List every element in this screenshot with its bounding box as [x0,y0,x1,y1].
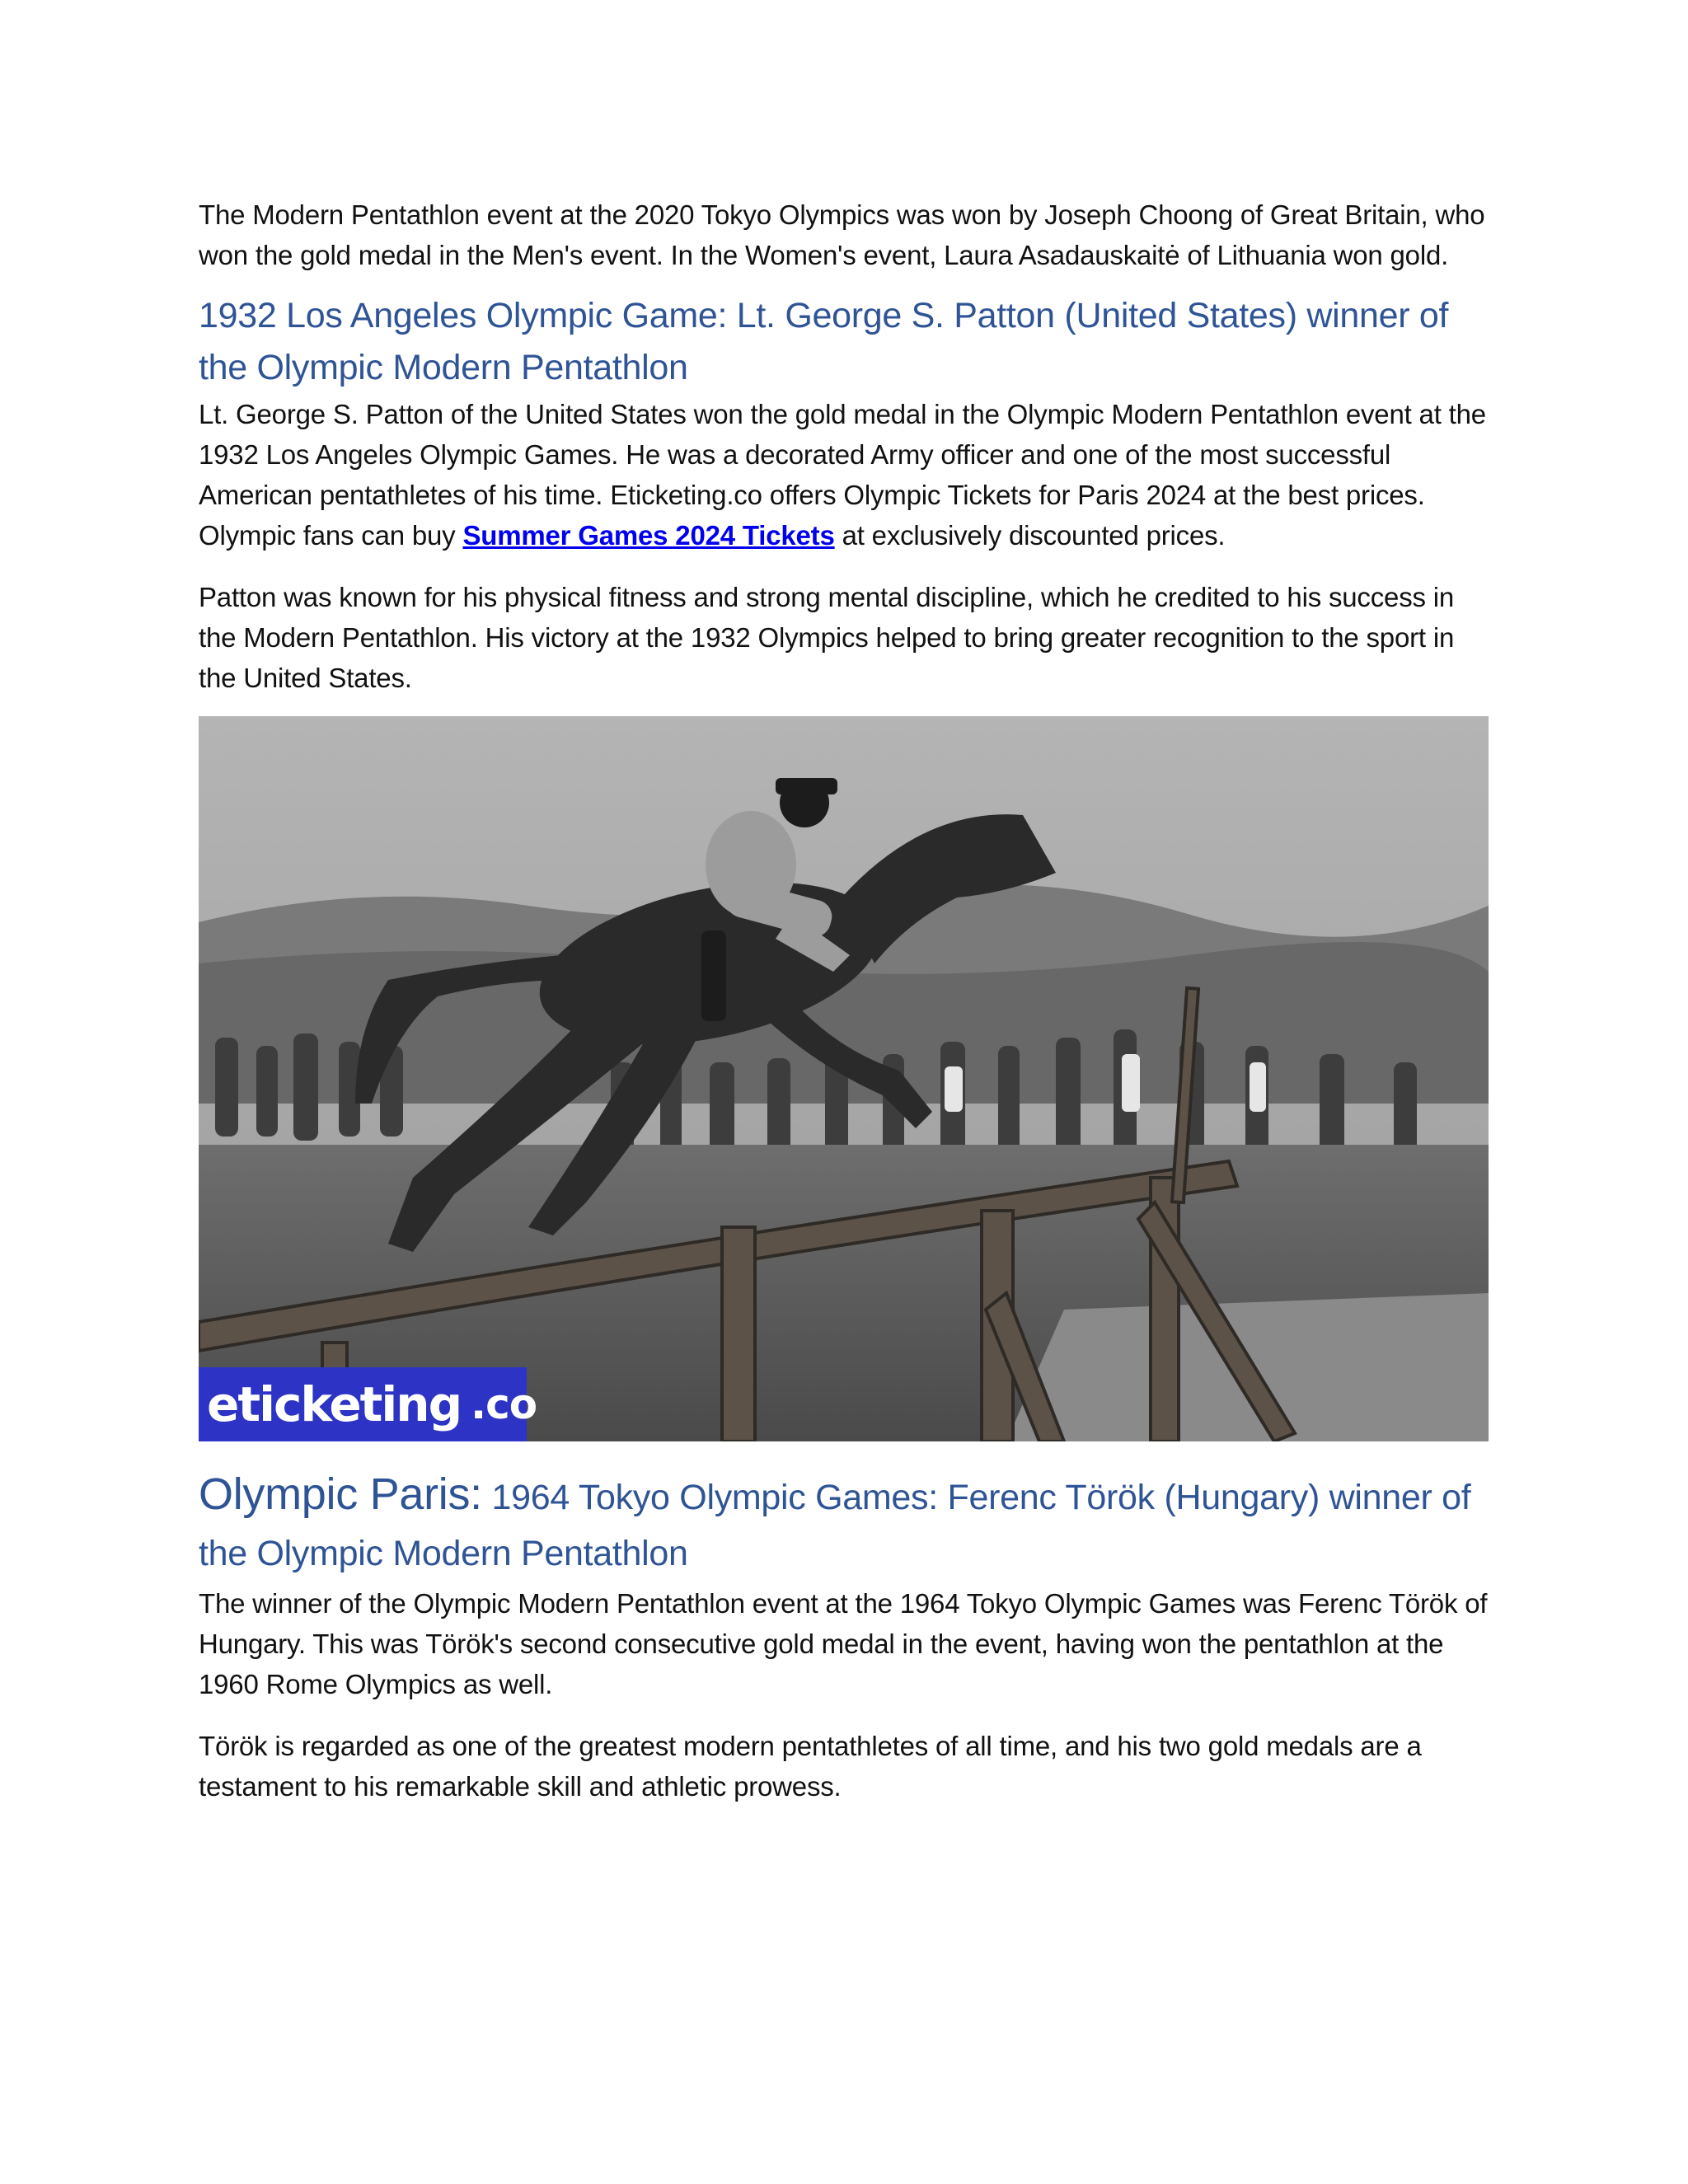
section-1932-text-before-link: Lt. George S. Patton of the United States won the gold medal in the Olympic Modern Pentathlon event at the 1932 Los Angeles Olympic Games. He was a decorated Army officer and one of the most successful American pentathletes of his time. Eticketing.co offers Olympic Tickets for Paris 2024 at the best prices. Olympic fans can buy [199,399,1486,551]
section-1964-heading-rest: 1964 Tokyo Olympic Games: Ferenc Török (Hungary) winner of the Olympic Modern Pentathlon [199,1478,1471,1573]
section-1964-heading [199,1466,1489,1582]
section-1932-paragraph-1 [199,394,1489,555]
eticketing-logo [199,1367,537,1441]
logo-suffix: .co [471,1380,537,1428]
section-1932-paragraph-2: Patton was known for his physical fitness and strong mental discipline, which he credited to his success in the Modern Pentathlon. His victory at the 1932 Olympics helped to bring greater recognition to the sport in the United States. [199,582,1455,693]
document-page [199,194,1489,1807]
summer-games-tickets-link[interactable]: Summer Games 2024 Tickets [462,520,835,551]
patton-horse-jump-photo [199,716,1489,1441]
intro-paragraph: The Modern Pentathlon event at the 2020 Tokyo Olympics was won by Joseph Choong of Great Britain, who won the gold medal in the Men's event. In the Women's event, Laura Asadauskaitė of Lithuania won gold. [199,199,1485,270]
section-1932-text-after-link: at exclusively discounted prices. [834,520,1226,551]
section-1964-heading-lead: Olympic Paris: [199,1469,482,1519]
section-1932-heading: 1932 Los Angeles Olympic Game: Lt. George S. Patton (United States) winner of the Olympic Modern Pentathlon [199,296,1449,387]
section-1964-paragraph-1: The winner of the Olympic Modern Pentathlon event at the 1964 Tokyo Olympic Games was Ferenc Török of Hungary. This was Török's second consecutive gold medal in the event, having won the pentathlon at the 1960 Rome Olympics as well. [199,1588,1488,1699]
photo-illustration [199,716,1489,1441]
section-1964-paragraph-2: Török is regarded as one of the greatest modern pentathletes of all time, and his two gold medals are a testament to his remarkable skill and athletic prowess. [199,1731,1422,1802]
logo-wordmark: eticketing [207,1376,462,1432]
